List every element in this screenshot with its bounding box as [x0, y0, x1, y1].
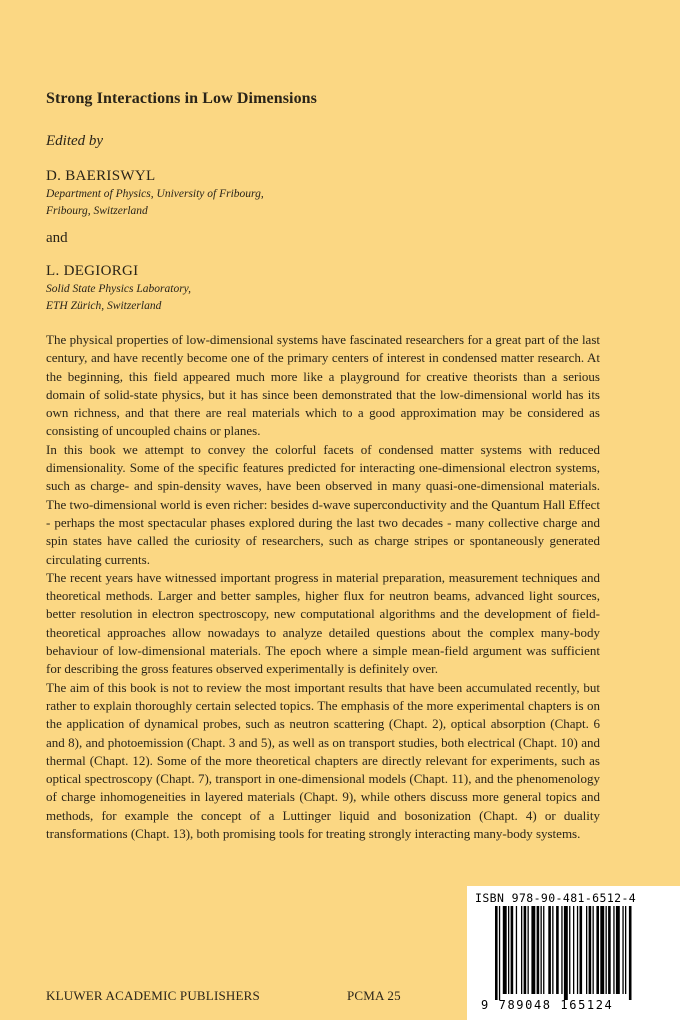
editor-name-2: L. DEGIORGI: [46, 263, 139, 279]
affiliation-line: Department of Physics, University of Fribourg,: [46, 188, 264, 200]
book-title: Strong Interactions in Low Dimensions: [46, 90, 317, 107]
paragraph: The physical properties of low-dimensional systems have fascinated researchers for a great part of the last century, and have recently become one of the primary centers of interest in condensed matter research. At the beginning, this field appeared much more like a playground for creative theorists than a serious domain of solid-state physics, but it has since been demonstrated that the low-dimensional world has its own richness, and that there are real materials which to a good approximation may be considered as consisting of uncoupled chains or planes.: [46, 332, 600, 439]
paragraph: The aim of this book is not to review the most important results that have been accumulated recently, but rather to explain thoroughly certain selected topics. The emphasis of the more experimental chapters is on the application of dynamical probes, such as neutron scattering (Chapt. 2), optical absorption (Chapt. 6 and 8), and photoemission (Chapt. 3 and 5), as well as on transport studies, both electrical (Chapt. 10) and thermal (Chapt. 12). Some of the more theoretical chapters are directly relevant for experiments, such as optical spectroscopy (Chapt. 7), transport in one-dimensional models (Chapt. 11), and the phenomenology of charge inhomogeneities in layered materials (Chapt. 9), while others discuss more general topics and methods, for example the concept of a Luttinger liquid and bosonization (Chapt. 4) or duality transformations (Chapt. 13), both promising tools for treating strongly interacting many-body systems.: [46, 679, 600, 842]
edited-by-label: Edited by: [46, 133, 104, 149]
affiliation-line: Solid State Physics Laboratory,: [46, 283, 192, 295]
paragraph: In this book we attempt to convey the colorful facets of condensed matter systems with reduced dimensionality. Some of the specific features predicted for interacting one-dimensional electron systems, such as charge- and spin-density waves, have been observed in many quasi-one-dimensional materials. The two-dimensional world is even richer: besides d-wave superconductivity and the Quantum Hall Effect - perhaps the most spectacular phases explored during the last two decades - many collective charge and spin states have called the curiosity of researchers, such as charge stripes or spontaneously generated circulating currents.: [46, 441, 600, 567]
paragraph: The recent years have witnessed important progress in material preparation, measurement techniques and theoretical methods. Larger and better samples, higher flux for neutron beams, advanced light sources, better resolution in electron spectroscopy, new computational algorithms and the development of field-theoretical approaches allow nowadays to analyze detailed questions about the complex many-body behaviour of low-dimensional materials. The epoch where a simple mean-field argument was sufficient for describing the gross features observed experimentally is definitely over.: [46, 569, 600, 677]
series-label: PCMA 25: [347, 988, 401, 1003]
editor-name-1: D. BAERISWYL: [46, 168, 156, 184]
editor-affiliation-1: [46, 186, 264, 220]
editor-affiliation-2: [46, 281, 191, 315]
barcode-icon: [495, 906, 673, 1000]
affiliation-line: Fribourg, Switzerland: [46, 205, 148, 217]
barcode-digits: 9 789048 165124: [481, 998, 614, 1012]
isbn-label: ISBN 978-90-481-6512-4: [475, 891, 637, 905]
barcode-area: [467, 886, 680, 1020]
publisher-name: KLUWER ACADEMIC PUBLISHERS: [46, 988, 260, 1003]
and-separator: and: [46, 230, 68, 246]
description-body: [46, 331, 600, 843]
affiliation-line: ETH Zürich, Switzerland: [46, 300, 162, 312]
